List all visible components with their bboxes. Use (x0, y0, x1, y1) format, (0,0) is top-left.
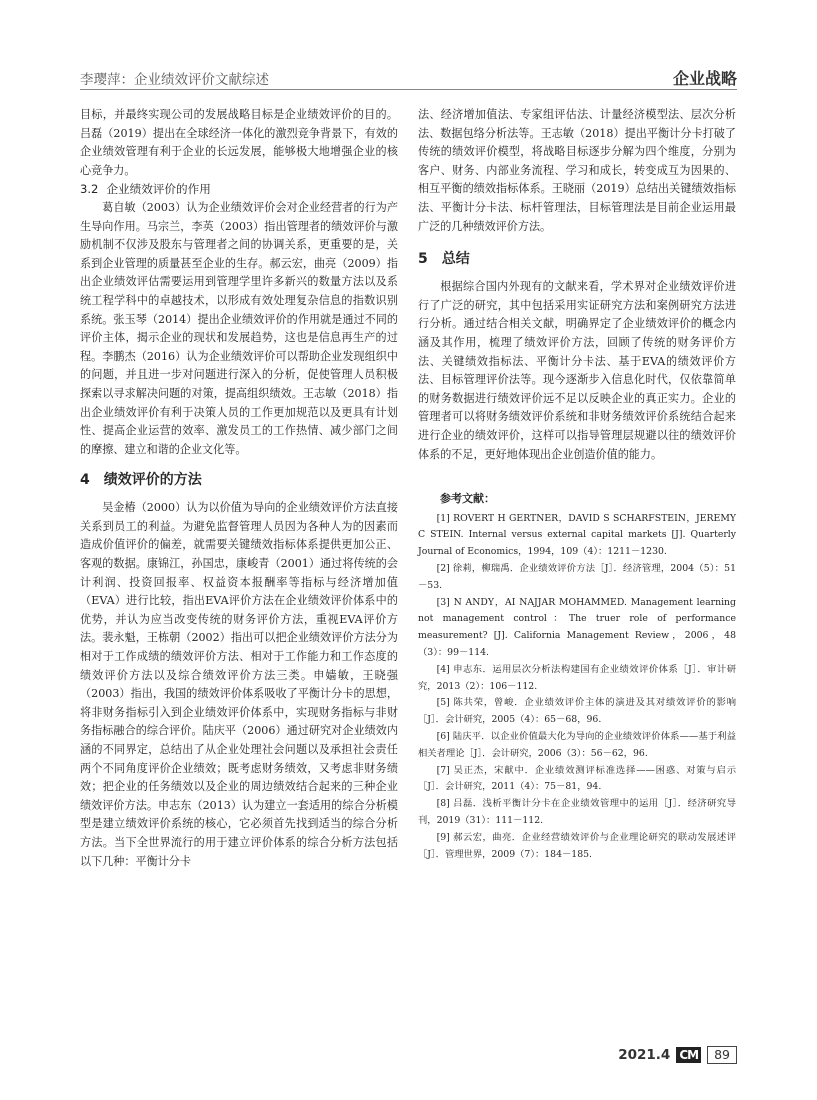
reference-item: [4] 申志东．运用层次分析法构建国有企业绩效评价体系［J］．审计研究，2013（2）：106－112. (418, 663, 736, 692)
reference-item: [1] ROVERT H GERTNER，DAVID S SCHARFSTEIN，JEREMY C STEIN. Internal versus external capital markets [J]. Quarterly Journal of Economics，1994，109（4）：1211－1230. (418, 512, 736, 558)
reference-item: [7] 吴正杰，宋献中．企业绩效测评标准选择——困惑、对策与启示［J］．会计研究，2011（4）：75－81，94. (418, 764, 736, 793)
paragraph: 法、经济增加值法、专家组评估法、计量经济模型法、层次分析法、数据包络分析法等。王志敏（2018）提出平衡计分卡打破了传统的绩效评价模型，将战略目标逐步分解为四个维度，分别为客户、财务、内部业务流程、学习和成长，转变成互为因果的、相互平衡的绩效指标体系。王晓丽（2019）总结出关键绩效指标法、平衡计分卡法、标杆管理法，目标管理法是目前企业运用最广泛的几种绩效评价方法。 (418, 108, 736, 233)
page-footer (618, 1045, 737, 1065)
subsection-number: 3.2 (80, 182, 99, 197)
reference-item: [6] 陆庆平．以企业价值最大化为导向的企业绩效评价体系——基于利益相关者理论［J］．会计研究，2006（3）：56－62，96. (418, 731, 736, 759)
section-heading-5 (418, 248, 736, 270)
paragraph: 目标，并最终实现公司的发展战略目标是企业绩效评价的目的。吕磊（2019）提出在全球经济一体化的激烈竞争背景下，有效的企业绩效管理有利于企业的长远发展，能够极大地增强企业的核心竞争力。 (80, 108, 398, 177)
paragraph: 葛自敏（2003）认为企业绩效评价会对企业经营者的行为产生导向作用。马宗兰，李英（2003）指出管理者的绩效评价与激励机制不仅涉及股东与管理者之间的协调关系，更重要的是，关系到企业管理的质量甚至企业的生存。郝云宏，曲亮（2009）指出企业绩效评估需要运用到管理学里许多新兴的数量方法以及系统工程学科中的卓越技术，以形成有效处理复杂信息的指数识别系统。张玉琴（2014）提出企业绩效评价的作用就是通过不同的评价主体，揭示企业的现状和发展趋势，这也是信息再生产的过程。李鹏杰（2016）认为企业绩效评价可以帮助企业发现组织中的问题，并且进一步对问题进行深入的分析，促使管理人员积极探索以寻求解决问题的对策，提高组织绩效。王志敏（2018）指出企业绩效评价有利于决策人员的工作更加规范以及更具有计划性、提高企业运营的效率、激发员工的工作热情、减少部门之间的摩擦、建立和谐的企业文化等。 (80, 200, 398, 456)
references-heading: 参考文献： (440, 492, 495, 506)
section-title: 绩效评价的方法 (103, 472, 202, 489)
reference-item: [3] N ANDY，AI NAJJAR MOHAMMED. Management learning not management control：The truer role of performance measurement? [J]. California Management Review，2006，48（3）：99－114. (418, 596, 736, 659)
reference-item: [9] 郝云宏，曲亮．企业经营绩效评价与企业理论研究的联动发展述评［J］．管理世界，2009（7）：184－185. (418, 831, 736, 860)
paragraph: 根据综合国内外现有的文献来看，学术界对企业绩效评价进行了广泛的研究，其中包括采用实证研究方法和案例研究方法进行分析。通过结合相关文献，明确界定了企业绩效评价的概念内涵及其作用，梳理了绩效评价方法，回顾了传统的财务评价方法、关键绩效指标法、平衡计分卡法、基于EVA的绩效评价方法、目标管理评价法等。现今逐渐步入信息化时代，仅依靠简单的财务数据进行绩效评价远不足以反映企业的真正实力。企业的管理者可以将财务绩效评价系统和非财务绩效评价系统结合起来进行企业的绩效评价，这样可以指导管理层规避以往的绩效评价体系的不足，更好地体现出企业创造价值的能力。 (418, 280, 736, 461)
section-number: 5 (418, 251, 428, 268)
subsection-heading-3-2 (80, 180, 398, 199)
section-heading-4 (80, 469, 398, 491)
section-number: 4 (80, 472, 90, 489)
column-name: 企业战略 (672, 69, 737, 88)
issue-date: 2021.4 (618, 1047, 671, 1063)
header-divider (80, 89, 737, 90)
journal-logo: CM (676, 1047, 701, 1063)
reference-item: [8] 吕磊．浅析平衡计分卡在企业绩效管理中的运用［J］．经济研究导刊，2019（31）：111－112. (418, 798, 736, 827)
reference-item: [5] 陈共荣，曾峻．企业绩效评价主体的演进及其对绩效评价的影响［J］．会计研究，2005（4）：65－68，96. (418, 697, 736, 726)
running-header-title: 李璎萍：企业绩效评价文献综述 (80, 72, 269, 88)
subsection-title: 企业绩效评价的作用 (106, 182, 211, 197)
page-number: 89 (707, 1046, 737, 1064)
right-column (418, 106, 736, 863)
left-column (80, 106, 398, 871)
reference-item: [2] 徐莉，柳瑞禹．企业绩效评价方法［J］．经济管理，2004（5）：51－53. (418, 563, 736, 591)
paragraph: 吴金椿（2000）认为以价值为导向的企业绩效评价方法直接关系到员工的利益。为避免监督管理人员因为各种人为的因素而造成价值评价的偏差，就需要关键绩效指标体系提供更加公正、客观的数据。康锦江，孙国忠，康峻青（2001）通过将传统的会计利润、投资回报率、权益资本报酬率等指标与经济增加值（EVA）进行比较，指出EVA评价方法在企业绩效评价体系中的优势，并认为应当改变传统的财务评价方法，重视EVA评价方法。裴永魁，王栋朝（2002）指出可以把企业绩效评价方法分为相对于工作成绩的绩效评价方法、相对于工作能力和工作态度的绩效评价方法以及综合绩效评价方法三类。申嫱敏，王晓强（2003）指出，我国的绩效评价体系吸收了平衡计分卡的思想，将非财务指标引入到企业绩效评价体系中，实现财务指标与非财务指标融合的综合评价。陆庆平（2006）通过研究对企业绩效内涵的不同界定，总结出了从企业处理社会问题以及承担社会责任两个不同角度评价企业绩效；既考虑财务绩效，又考虑非财务绩效；把企业的任务绩效以及企业的周边绩效结合起来的三种企业绩效评价方法。申志东（2013）认为建立一套适用的综合分析模型是建立绩效评价系统的核心，它必须首先找到适当的综合分析方法。当下全世界流行的用于建立评价体系的综合分析方法包括以下几种：平衡计分卡 (80, 501, 398, 868)
section-title: 总结 (441, 251, 470, 268)
